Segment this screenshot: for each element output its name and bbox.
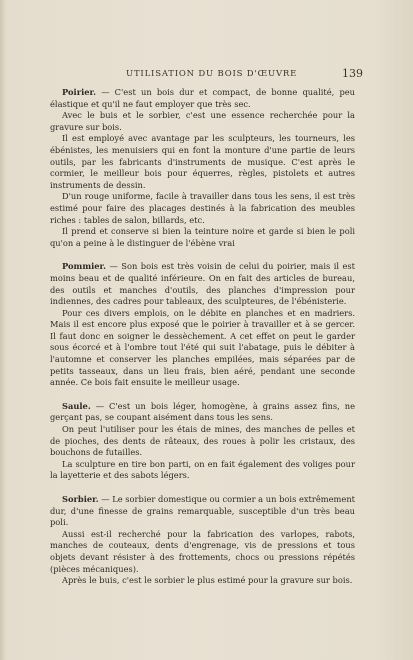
paragraph: D'un rouge uniforme, facile à travailler dans tous les sens, il est très estimé pour faire des placages destinés à la fabrication des meubles riches : tables de salon, billards, etc. xyxy=(50,191,355,225)
running-header xyxy=(50,67,363,81)
paragraph: Aussi est-il recherché pour la fabrication des varlopes, rabots, manches de couteaux, dents d'engrenage, vis de pressions et tous objets devant résister à des frottements, chocs ou pressions répétés (pièces mécaniques). xyxy=(50,528,355,574)
entry-term-sorbier: Sorbier. xyxy=(62,494,99,504)
body-text xyxy=(50,87,355,587)
paragraph-saule: Saule. — C'est un bois léger, homogène, à grains assez fins, ne gerçant pas, se coupant aisément dans tous les sens. xyxy=(50,400,355,423)
paragraph: Avec le buis et le sorbier, c'est une essence recherchée pour la gravure sur bois. xyxy=(50,110,355,132)
paragraph: Il prend et conserve si bien la teinture noire et garde si bien le poli qu'on a peine à le distinguer de l'ébène vrai xyxy=(50,226,355,248)
entry-term-poirier: Poirier. xyxy=(62,87,97,97)
paragraph-sorbier: Sorbier. — Le sorbier domestique ou cormier a un bois extrêmement dur, d'une finesse de grains remarquable, susceptible d'un très beau poli. xyxy=(50,494,356,528)
running-title: UTILISATION DU BOIS D'ŒUVRE xyxy=(126,69,298,79)
paragraph-pommier: Pommier. — Son bois est très voisin de celui du poirier, mais il est moins beau et de qualité inférieure. On en fait des articles de bureau, des outils et manches d'outils, des planches d'impression pour indiennes, des cadres pour tableaux, des sculpteures, de l'ébénisterie. xyxy=(50,261,355,307)
page-number: 139 xyxy=(342,67,363,80)
paragraph: La sculpture en tire bon parti, on en fait également des voliges pour la layetterie et des sabots légers. xyxy=(50,458,355,481)
paragraph: Après le buis, c'est le sorbier le plus estimé pour la gravure sur bois. xyxy=(62,575,353,586)
entry-term-pommier: Pommier. xyxy=(62,261,107,272)
paragraph-poirier: Poirier. — C'est un bois dur et compact, de bonne qualité, peu élastique et qu'il ne faut employer que très sec. xyxy=(50,87,356,109)
paragraph: On peut l'utiliser pour les étais de mines, des manches de pelles et de pioches, des dents de râteaux, des roues à polir les cristaux, des bouchons de futailles. xyxy=(50,424,355,458)
entry-term-saule: Saule. xyxy=(62,400,91,411)
paragraph: Il est employé avec avantage par les sculpteurs, les tourneurs, les ébénistes, les menuisiers qui en font la monture d'une partie de leurs outils, par les fabricants d'instruments de musique. C'est après le cormier, le meilleur bois pour équerres, règles, pistolets et autres instruments de dessin. xyxy=(50,133,355,190)
paragraph: Pour ces divers emplois, on le débite en planches et en madriers. Mais il est encore plus exposé que le poirier à travailler et à se gercer. Il faut donc en soigner le dessèchement. A cet effet on peut le garder sous écorcé et à l'ombre tout l'été qui suit l'abatage, puis le débiter à l'automne et conserver les planches empilées, mais séparées par de petits tasseaux, dans un lieu frais, bien aéré, pendant une seconde année. Ce bois fait ensuite le meilleur usage. xyxy=(50,307,355,388)
